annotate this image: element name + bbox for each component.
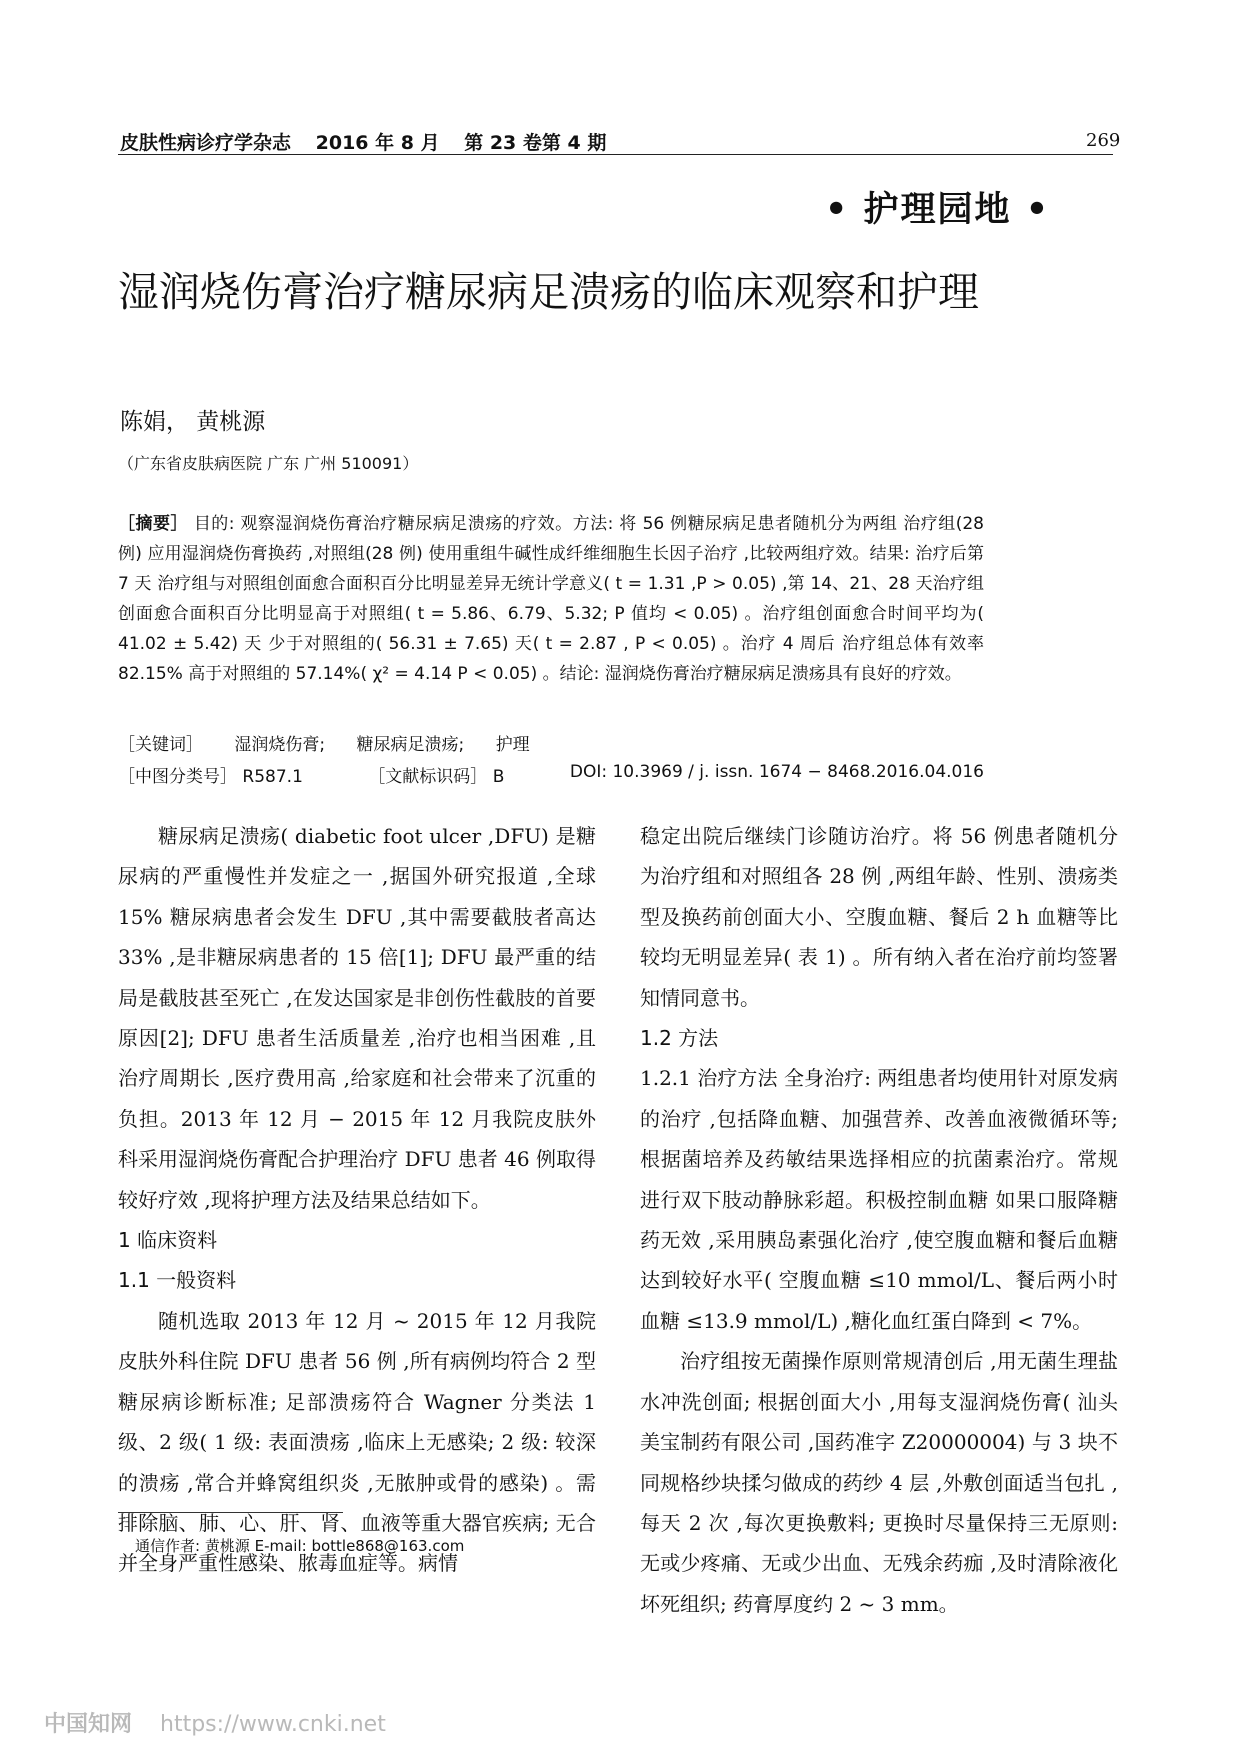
abstract — [118, 509, 984, 689]
abstract-label: ［摘要］ — [118, 514, 188, 534]
intro-paragraph: 糖尿病足溃疡( diabetic foot ulcer ,DFU) 是糖尿病的严重慢性并发症之一 ,据国外研究报道 ,全球 15% 糖尿病患者会发生 DFU ,其中需要截肢者高达 33% ,是非糖尿病患者的 15 倍[1]; DFU 最严重的结局是截肢甚至死亡 ,在发达国家是非创伤性截肢的首要原因[2]; DFU 患者生活质量差 ,治疗也相当困难 ,且治疗周期长 ,医疗费用高 ,给家庭和社会带来了沉重的负担。2013 年 12 月 − 2015 年 12 月我院皮肤外科采用湿润烧伤膏配合护理治疗 DFU 患者 46 例取得较好疗效 ,现将护理方法及结果总结如下。 — [118, 824, 596, 1212]
doc-code: B — [492, 767, 505, 787]
body-column-left — [118, 816, 596, 1584]
page-number: 269 — [1086, 130, 1121, 151]
general-data-paragraph: 随机选取 2013 年 12 月 ~ 2015 年 12 月我院皮肤外科住院 DFU 患者 56 例 ,所有病例均符合 2 型糖尿病诊断标准; 足部溃疡符合 Wagner 分类法 1 级、2 级( 1 级: 表面溃疡 ,临床上无感染; 2 级: 较深的溃疡 ,常合并蜂窝组织炎 ,无脓肿或骨的感染) 。需排除脑、肺、心、肝、肾、血液等重大器官疾病; 无合并全身严重性感染、脓毒血症等。病情 — [118, 1308, 596, 1576]
doc-code-label: ［文献标识码］ — [368, 767, 488, 787]
affiliation: （广东省皮肤病医院 广东 广州 510091） — [118, 454, 419, 473]
keyword: 湿润烧伤膏; — [234, 735, 326, 755]
clc-code: R587.1 — [242, 767, 303, 787]
cnki-watermark — [44, 1707, 386, 1738]
cnki-url[interactable]: https://www.cnki.net — [160, 1712, 386, 1737]
keywords-label: ［关键词］ — [118, 735, 203, 755]
cnki-logo: 中国知网 — [44, 1712, 133, 1737]
doi: DOI: 10.3969 / j. issn. 1674 − 8468.2016.04.016 — [569, 762, 984, 782]
classification-line — [118, 762, 984, 787]
corresponding-author-note: 通信作者: 黄桃源 E-mail: bottle868@163.com — [135, 1537, 465, 1555]
running-header — [120, 128, 624, 155]
article-title: 湿润烧伤膏治疗糖尿病足溃疡的临床观察和护理 — [118, 268, 979, 316]
section-tag: • 护理园地 • — [825, 190, 1051, 230]
subsection-heading: 1.2 方法 — [640, 1026, 719, 1051]
method-paragraph: 1.2.1 治疗方法 全身治疗: 两组患者均使用针对原发病的治疗 ,包括降血糖、加强营养、改善血液微循环等; 根据菌培养及药敏结果选择相应的抗菌素治疗。常规进行双下肢动静脉彩超。积极控制血糖 如果口服降糖药无效 ,采用胰岛素强化治疗 ,使空腹血糖和餐后血糖达到较好水平( 空腹血糖 ≤10 mmol/L、餐后两小时血糖 ≤13.9 mmol/L) ,糖化血红蛋白降到 < 7%。 — [640, 1066, 1118, 1333]
keyword: 糖尿病足溃疡; — [356, 735, 465, 755]
subsection-heading: 1.1 一般资料 — [118, 1268, 237, 1293]
treatment-paragraph: 治疗组按无菌操作原则常规清创后 ,用无菌生理盐水冲洗创面; 根据创面大小 ,用每支湿润烧伤膏( 汕头美宝制药有限公司 ,国药准字 Z20000004) 与 3 块不同规格纱块揉匀做成的药纱 4 层 ,外敷创面适当包扎 ,每天 2 次 ,每次更换敷料; 更换时尽量保持三无原则: 无或少疼痛、无或少出血、无残余药痂 ,及时清除液化坏死组织; 药膏厚度约 2 ~ 3 mm。 — [640, 1349, 1118, 1616]
volume-issue: 第 23 卷第 4 期 — [464, 132, 607, 154]
keyword: 护理 — [495, 735, 530, 755]
clc-label: ［中图分类号］ — [118, 767, 237, 787]
section-heading: 1 临床资料 — [118, 1228, 218, 1253]
authors: 陈娟， 黄桃源 — [120, 409, 266, 435]
keywords — [118, 730, 556, 755]
header-rule — [118, 154, 1113, 155]
issue-date: 2016 年 8 月 — [315, 132, 440, 154]
footnote-rule — [118, 1512, 343, 1513]
body-column-right — [640, 816, 1118, 1624]
continued-paragraph: 稳定出院后继续门诊随访治疗。将 56 例患者随机分为治疗组和对照组各 28 例 ,两组年龄、性别、溃疡类型及换药前创面大小、空腹血糖、餐后 2 h 血糖等比较均无明显差异( 表 1) 。所有纳入者在治疗前均签署知情同意书。 — [640, 824, 1118, 1010]
abstract-text: 目的: 观察湿润烧伤膏治疗糖尿病足溃疡的疗效。方法: 将 56 例糖尿病足患者随机分为两组 治疗组(28 例) 应用湿润烧伤膏换药 ,对照组(28 例) 使用重组牛碱性成纤维细胞生长因子治疗 ,比较两组疗效。结果: 治疗后第 7 天 治疗组与对照组创面愈合面积百分比明显差异无统计学意义( t = 1.31 ,P > 0.05) ,第 14、21、28 天治疗组创面愈合面积百分比明显高于对照组( t = 5.86、6.79、5.32; P 值均 < 0.05) 。治疗组创面愈合时间平均为( 41.02 ± 5.42) 天 少于对照组的( 56.31 ± 7.65) 天( t = 2.87 , P < 0.05) 。治疗 4 周后 治疗组总体有效率 82.15% 高于对照组的 57.14%( χ² = 4.14 P < 0.05) 。结论: 湿润烧伤膏治疗糖尿病足溃疡具有良好的疗效。 — [118, 514, 985, 684]
journal-name: 皮肤性病诊疗学杂志 — [120, 132, 292, 154]
